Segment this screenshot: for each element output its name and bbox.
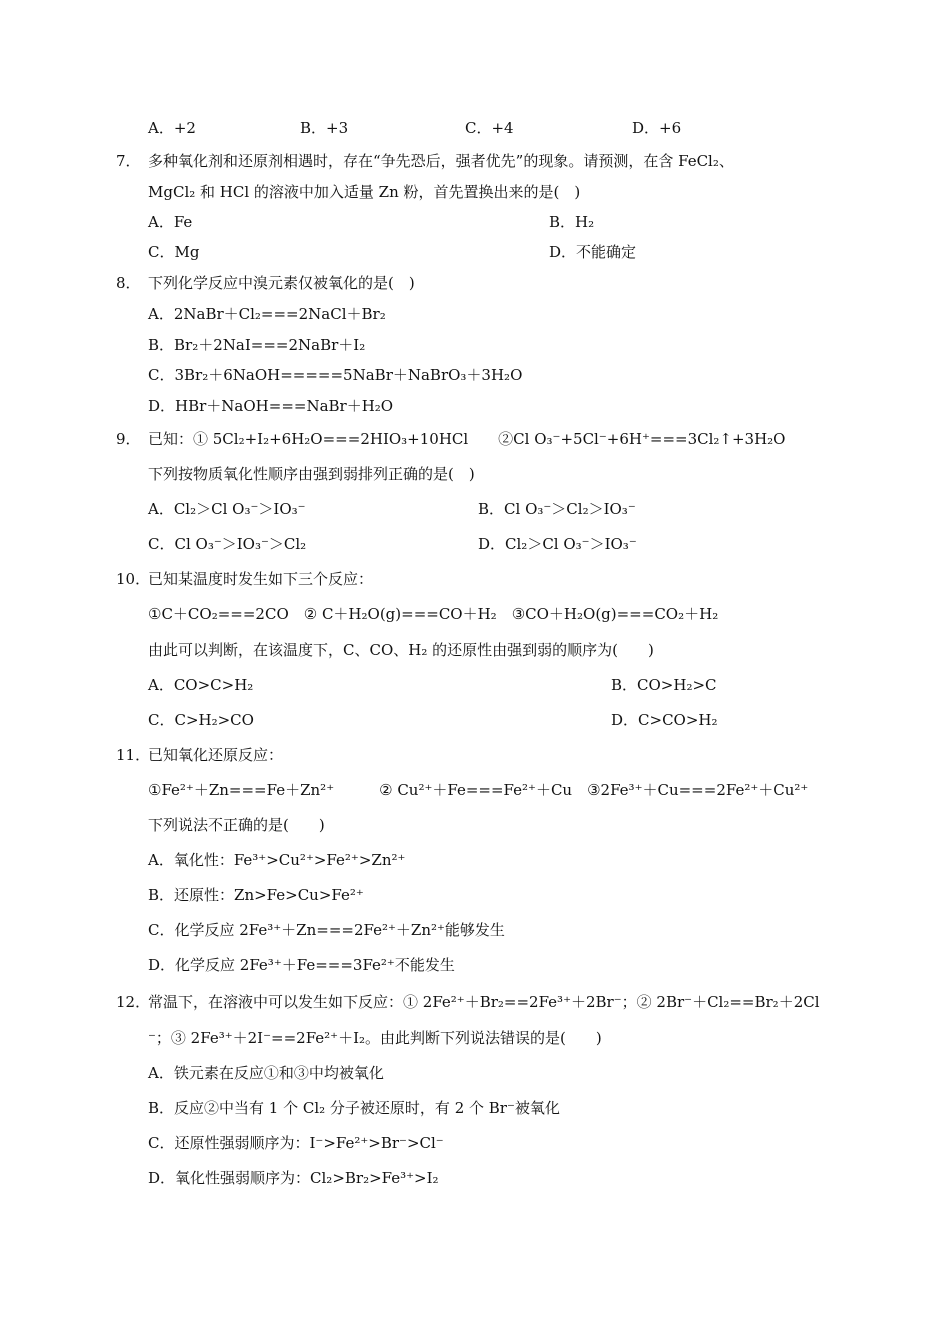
- q12-stem-line1: 常温下，在溶液中可以发生如下反应：① 2Fe²⁺＋Br₂==2Fe³⁺＋2Br⁻；② 2Br⁻＋Cl₂==Br₂＋2Cl: [148, 993, 820, 1011]
- q7-stem-line2: MgCl₂ 和 HCl 的溶液中加入适量 Zn 粉，首先置换出来的是( ): [148, 183, 581, 201]
- q7-option-a: A．Fe: [148, 213, 193, 231]
- q11-number: 11．: [116, 746, 151, 764]
- q11-stem-line1: 已知氧化还原反应：: [148, 746, 284, 764]
- q11-stem-line2: ①Fe²⁺＋Zn===Fe＋Zn²⁺ ② Cu²⁺＋Fe===Fe²⁺＋Cu ③2Fe³⁺＋Cu===2Fe²⁺＋Cu²⁺: [148, 781, 809, 799]
- q8-number: 8．: [116, 274, 141, 292]
- q9-option-b: B．Cl O₃⁻＞Cl₂＞IO₃⁻: [478, 500, 636, 518]
- q9-stem-line2: 下列按物质氧化性顺序由强到弱排列正确的是( ): [148, 465, 475, 483]
- q10-option-b: B．CO>H₂>C: [611, 676, 717, 694]
- q10-option-d: D．C>CO>H₂: [611, 711, 718, 729]
- q12-option-d: D．氧化性强弱顺序为：Cl₂>Br₂>Fe³⁺>I₂: [148, 1169, 439, 1187]
- q10-stem-line2: ①C＋CO₂===2CO ② C＋H₂O(g)===CO＋H₂ ③CO＋H₂O(g)===CO₂＋H₂: [148, 605, 719, 623]
- q8-option-b: B．Br₂＋2NaI===2NaBr＋I₂: [148, 336, 366, 354]
- q12-stem-line2: ⁻；③ 2Fe³⁺＋2I⁻==2Fe²⁺＋I₂。由此判断下列说法错误的是( ): [148, 1029, 602, 1047]
- q12-option-c: C．还原性强弱顺序为：I⁻>Fe²⁺>Br⁻>Cl⁻: [148, 1134, 444, 1152]
- q9-option-d: D．Cl₂＞Cl O₃⁻＞IO₃⁻: [478, 535, 637, 553]
- q8-option-a: A．2NaBr＋Cl₂===2NaCl＋Br₂: [148, 305, 386, 323]
- q10-number: 10．: [116, 570, 151, 588]
- q9-stem-line1: 已知：① 5Cl₂+I₂+6H₂O===2HIO₃+10HCl ②Cl O₃⁻+5Cl⁻+6H⁺===3Cl₂↑+3H₂O: [148, 430, 786, 448]
- q12-number: 12．: [116, 993, 151, 1011]
- q11-option-d: D．化学反应 2Fe³⁺＋Fe===3Fe²⁺不能发生: [148, 956, 455, 974]
- q11-option-b: B．还原性：Zn>Fe>Cu>Fe²⁺: [148, 886, 364, 904]
- q8-option-c: C．3Br₂＋6NaOH=====5NaBr＋NaBrO₃＋3H₂O: [148, 366, 523, 384]
- q7-option-c: C．Mg: [148, 243, 200, 261]
- q9-option-a: A．Cl₂＞Cl O₃⁻＞IO₃⁻: [148, 500, 306, 518]
- q10-stem-line1: 已知某温度时发生如下三个反应：: [148, 570, 374, 588]
- q9-number: 9．: [116, 430, 141, 448]
- q10-option-a: A．CO>C>H₂: [148, 676, 254, 694]
- q7-number: 7．: [116, 152, 141, 170]
- q6-option-d: D．+6: [632, 119, 682, 137]
- q6-option-c: C．+4: [465, 119, 514, 137]
- q11-option-c: C．化学反应 2Fe³⁺＋Zn===2Fe²⁺＋Zn²⁺能够发生: [148, 921, 505, 939]
- q10-stem-line3: 由此可以判断，在该温度下，C、CO、H₂ 的还原性由强到弱的顺序为( ): [148, 641, 654, 659]
- q11-stem-line3: 下列说法不正确的是( ): [148, 816, 325, 834]
- q12-option-b: B．反应②中当有 1 个 Cl₂ 分子被还原时，有 2 个 Br⁻被氧化: [148, 1099, 560, 1117]
- q11-option-a: A．氧化性：Fe³⁺>Cu²⁺>Fe²⁺>Zn²⁺: [148, 851, 406, 869]
- q7-option-d: D．不能确定: [549, 243, 637, 261]
- q10-option-c: C．C>H₂>CO: [148, 711, 254, 729]
- q12-option-a: A．铁元素在反应①和③中均被氧化: [148, 1064, 384, 1082]
- q9-option-c: C．Cl O₃⁻＞IO₃⁻＞Cl₂: [148, 535, 307, 553]
- q8-option-d: D．HBr＋NaOH===NaBr＋H₂O: [148, 397, 394, 415]
- q6-option-a: A．+2: [148, 119, 196, 137]
- q7-option-b: B．H₂: [549, 213, 595, 231]
- q8-stem: 下列化学反应中溴元素仅被氧化的是( ): [148, 274, 415, 292]
- q6-option-b: B．+3: [300, 119, 349, 137]
- q7-stem-line1: 多种氧化剂和还原剂相遇时，存在“争先恐后，强者优先”的现象。请预测，在含 FeCl₂、: [148, 152, 734, 170]
